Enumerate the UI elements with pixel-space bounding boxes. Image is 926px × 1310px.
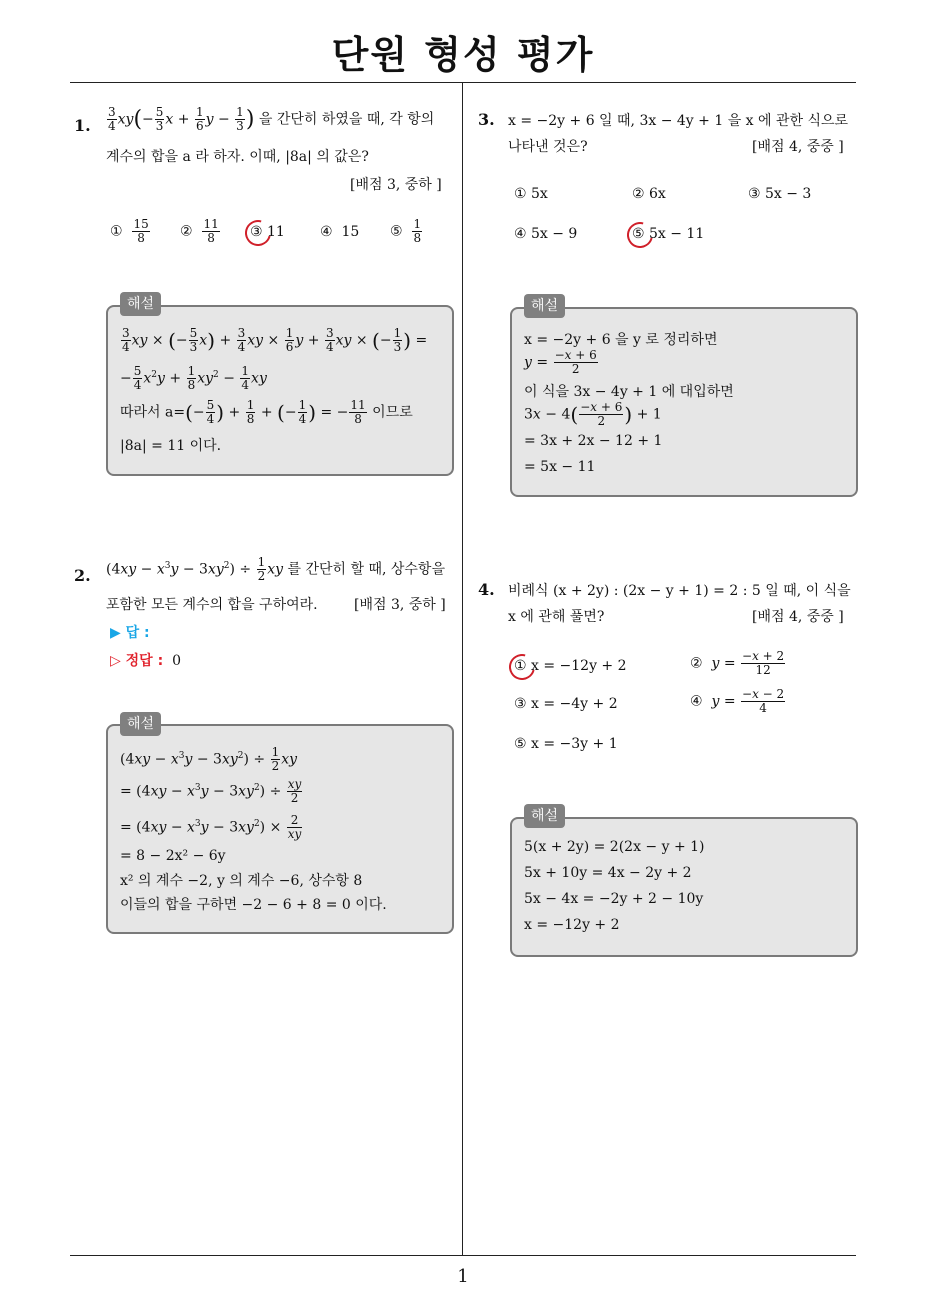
q1-sol-since: 이므로 xyxy=(372,404,413,421)
q1-opt3-val: 11 xyxy=(267,224,285,240)
q2-sol-line4: = 8 − 2x² − 6y xyxy=(120,848,226,864)
q1-opt2-mark: ② xyxy=(180,223,193,240)
q4-sol-line3: 5x − 4x = −2y + 2 − 10y xyxy=(524,891,704,907)
q2-sol-line3: = $(4xy - x^3y - 3xy^2)$ × $\frac{2}{xy}$ xyxy=(120,813,302,841)
q2-sol-line5: x² 의 계수 −2, y 의 계수 −6, 상수항 8 xyxy=(120,873,363,889)
q1-opt4-mark: ④ xyxy=(320,224,333,240)
q3-option-1[interactable]: ① 5x xyxy=(514,186,548,202)
q1-text: $\frac{3}{4}$ xy(− $\frac{5}{3}$ x + $\frac{1}{6}$ y − $\frac{1}{3}$ ) 을 간단히 하였을 때, 각 항의 xyxy=(108,105,435,133)
q1-opt4-val: 15 xyxy=(341,224,360,240)
q3-text1: x = −2y + 6 일 때, 3x − 4y + 1 을 x 에 관한 식으로 xyxy=(508,113,849,129)
q2-solution-box xyxy=(106,724,454,934)
q1-text2: 계수의 합을 a 라 하자. 이때, |8a| 의 값은? xyxy=(106,149,369,165)
page-number: 1 xyxy=(457,1266,469,1287)
q3-option-2[interactable]: ② 6x xyxy=(632,186,666,202)
q1-answer-circle xyxy=(240,215,276,251)
q2-correct-row xyxy=(110,650,181,670)
q1-sol-line3: 따라서 a=(− $\frac{5}{4}$ ) + $\frac{1}{8}$ + (− $\frac{1}{4}$ ) = − $\frac{11}{8}$ 이므로 xyxy=(120,398,413,426)
q2-answer-label: ▶ 답 : xyxy=(110,625,150,641)
q1-sol-therefore: 따라서 a= xyxy=(120,404,186,421)
q3-answer-circle xyxy=(622,217,658,253)
q3-sol-line3: 이 식을 3x − 4y + 1 에 대입하면 xyxy=(524,384,734,400)
q4-solution-box xyxy=(510,817,858,957)
q2-text2: 포함한 모든 계수의 합을 구하여라. xyxy=(106,597,318,613)
q1-option-1[interactable]: ① $\frac{15}{8}$ xyxy=(110,217,149,245)
q2-score: [배점 3, 중하 ] xyxy=(354,597,446,613)
q3-solution-box xyxy=(510,307,858,497)
q4-answer-circle xyxy=(504,649,540,685)
q2-solution-tag: 해설 xyxy=(120,712,161,736)
page-title: 단원 형성 평가 xyxy=(331,33,595,77)
q2-text1-tail: 를 간단히 할 때, 상수항을 xyxy=(287,561,445,578)
q1-opt5-mark: ⑤ xyxy=(390,223,403,240)
q4-sol-line2: 5x + 10y = 4x − 2y + 2 xyxy=(524,865,692,881)
q2-sol-line2: = $(4xy - x^3y - 3xy^2)$ ÷ $\frac{xy}{2}$ xyxy=(120,777,302,805)
q1-number: 1. xyxy=(74,116,91,135)
q2-text1: $(4xy - x^3y - 3xy^2)$ ÷ $\frac{1}{2}$ xy 를 간단히 할 때, 상수항을 xyxy=(106,555,445,583)
q4-text1: 비례식 (x + 2y) : (2x − y + 1) = 2 : 5 일 때, 이 식을 xyxy=(508,583,851,599)
q4-score: [배점 4, 중중 ] xyxy=(752,609,844,625)
q4-text2: x 에 관해 풀면? xyxy=(508,609,605,625)
q1-sol-line4: |8a| = 11 이다. xyxy=(120,438,222,454)
q4-solution-tag: 해설 xyxy=(524,804,565,828)
q1-sol-eq: = xyxy=(415,332,428,349)
q3-sol-line5: = 3x + 2x − 12 + 1 xyxy=(524,433,663,449)
q1-sol-line1: $\frac{3}{4}$ xy × (− $\frac{5}{3}$ x) + $\frac{3}{4}$ xy × $\frac{1}{6}$ y + $\frac{3}{4}$ xy × (− $\frac{1}{3}$ ) = xyxy=(122,326,428,354)
top-rule xyxy=(70,82,856,83)
q4-sol-line1: 5(x + 2y) = 2(2x − y + 1) xyxy=(524,839,705,855)
q1-option-5[interactable]: ⑤ $\frac{1}{8}$ xyxy=(390,217,422,245)
column-divider xyxy=(462,83,463,1255)
q4-option-2[interactable]: ② y = $\frac{-x + 2}{12}$ xyxy=(690,649,785,677)
q1-text-tail: 을 간단히 하였을 때, 각 항의 xyxy=(258,111,435,128)
q2-correct-value: 0 xyxy=(172,653,181,669)
q3-sol-line1: x = −2y + 6 을 y 로 정리하면 xyxy=(524,332,718,348)
q1-opt3-mark: ③ xyxy=(250,224,263,240)
q4-number: 4. xyxy=(478,580,495,599)
q3-sol-line6: = 5x − 11 xyxy=(524,459,596,475)
q1-score: [배점 3, 중하 ] xyxy=(350,177,442,193)
q3-solution-tag: 해설 xyxy=(524,294,565,318)
q3-score: [배점 4, 중중 ] xyxy=(752,139,844,155)
q3-number: 3. xyxy=(478,110,495,129)
q4-option-4[interactable]: ④ y = $\frac{-x - 2}{4}$ xyxy=(690,687,785,715)
q1-sol-line2: − $\frac{5}{4}$ $x^2y$ + $\frac{1}{8}$ $xy^2$ − $\frac{1}{4}$ xy xyxy=(120,364,267,392)
q2-sol-line1: $(4xy - x^3y - 3xy^2)$ ÷ $\frac{1}{2}$ xy xyxy=(120,745,298,773)
q1-option-2[interactable]: ② $\frac{11}{8}$ xyxy=(180,217,219,245)
q2-correct-label: ▷ 정답 : xyxy=(110,653,164,669)
q4-sol-line4: x = −12y + 2 xyxy=(524,917,620,933)
q4-option-5[interactable]: ⑤ x = −3y + 1 xyxy=(514,736,618,752)
q1-solution-tag: 해설 xyxy=(120,292,161,316)
q4-option-1[interactable]: ① x = −12y + 2 xyxy=(514,658,627,674)
q2-sol-line6: 이들의 합을 구하면 −2 − 6 + 8 = 0 이다. xyxy=(120,897,387,913)
q3-option-3[interactable]: ③ 5x − 3 xyxy=(748,186,812,202)
q1-opt1-mark: ① xyxy=(110,223,123,240)
q2-number: 2. xyxy=(74,566,91,585)
q1-solution-box xyxy=(106,305,454,476)
q1-option-4[interactable] xyxy=(320,224,359,240)
q3-option-5[interactable]: ⑤ 5x − 11 xyxy=(632,226,705,242)
q3-text2: 나타낸 것은? xyxy=(508,139,588,155)
q3-sol-line4: 3x − 4( $\frac{-x + 6}{2}$ ) + 1 xyxy=(524,400,662,428)
bottom-rule xyxy=(70,1255,856,1256)
q4-option-3[interactable]: ③ x = −4y + 2 xyxy=(514,696,618,712)
q3-option-4[interactable]: ④ 5x − 9 xyxy=(514,226,578,242)
q3-sol-line2: y = $\frac{-x + 6}{2}$ xyxy=(524,348,597,376)
